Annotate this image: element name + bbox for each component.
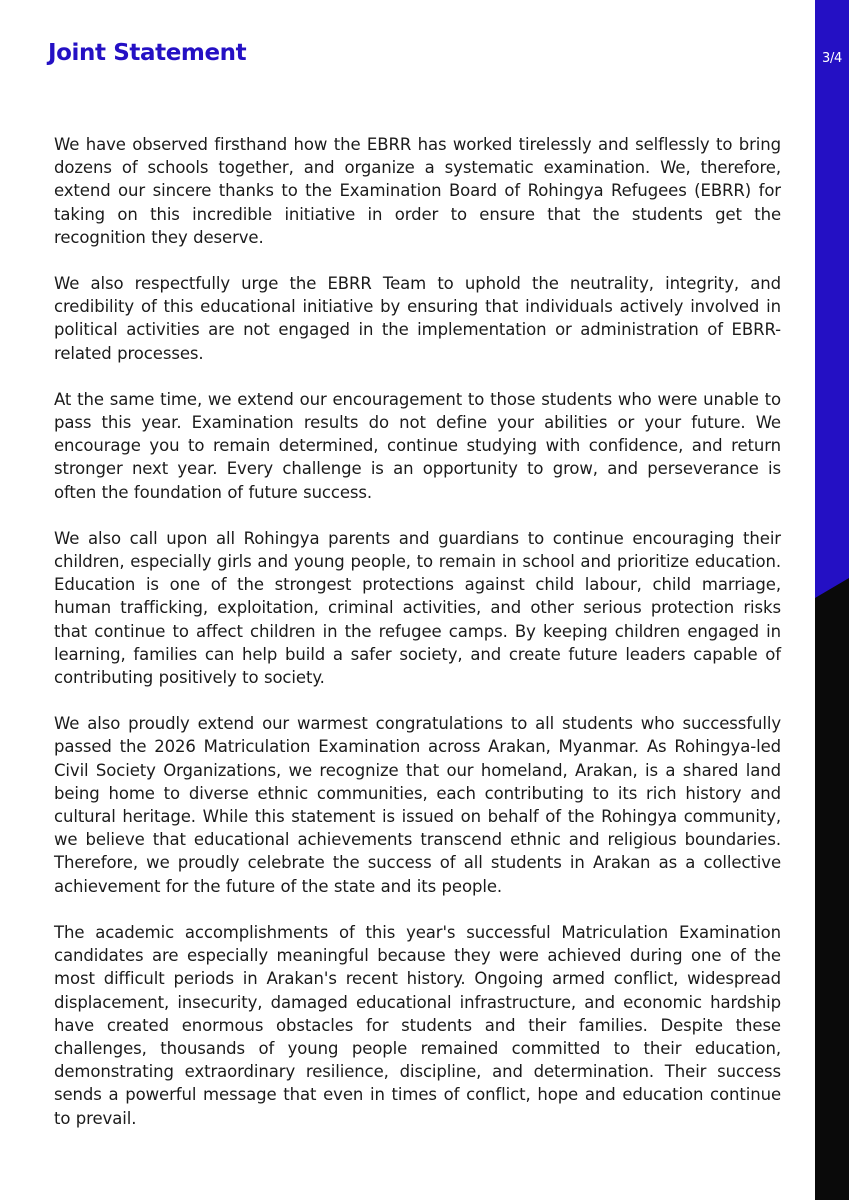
- page-number: 3/4: [821, 51, 843, 66]
- side-band-blue: [815, 0, 849, 598]
- side-color-band: [815, 0, 849, 1200]
- paragraph: At the same time, we extend our encouragement to those students who were unable to pass this year. Examination results do not define your abilities or your future. We encourage you to remain determined, continue studying with confidence, and return stronger next year. Every challenge is an opportunity to grow, and perseverance is often the foundation of future success.: [54, 389, 781, 502]
- paragraph: We have observed firsthand how the EBRR has worked tirelessly and selflessly to bring dozens of schools together, and organize a systematic examination. We, therefore, extend our sincere thanks to the Examination Board of Rohingya Refugees (EBRR) for taking on this incredible initiative in order to ensure that the students get the recognition they deserve.: [54, 135, 781, 247]
- side-band-graphic: [815, 0, 849, 1200]
- paragraph: We also call upon all Rohingya parents and guardians to continue encouraging their children, especially girls and young people, to remain in school and prioritize education. Education is one of the strongest protections against child labour, child marriage, human trafficking, exploitation, criminal activities, and other serious protection risks that continue to affect children in the refugee camps. By keeping children engaged in learning, families can help build a safer society, and create future leaders capable of contributing positively to society.: [54, 528, 781, 688]
- page-title: Joint Statement: [48, 40, 247, 66]
- statement-body: [54, 133, 781, 1153]
- paragraph: We also respectfully urge the EBRR Team to uphold the neutrality, integrity, and credibility of this educational initiative by ensuring that individuals actively involved in political activities are not engaged in the implementation or administration of EBRR-related processes.: [54, 274, 781, 363]
- paragraph: We also proudly extend our warmest congratulations to all students who successfully passed the 2026 Matriculation Examination across Arakan, Myanmar. As Rohingya-led Civil Society Organizations, we recognize that our homeland, Arakan, is a shared land being home to diverse ethnic communities, each contributing to its rich history and cultural heritage. While this statement is issued on behalf of the Rohingya community, we believe that educational achievements transcend ethnic and religious boundaries. Therefore, we proudly celebrate the success of all students in Arakan as a collective achievement for the future of the state and its people.: [54, 714, 781, 896]
- paragraph: The academic accomplishments of this year's successful Matriculation Examination candidates are especially meaningful because they were achieved during one of the most difficult periods in Arakan's recent history. Ongoing armed conflict, widespread displacement, insecurity, damaged educational infrastructure, and economic hardship have created enormous obstacles for students and their families. Despite these challenges, thousands of young people remained committed to their education, demonstrating extraordinary resilience, discipline, and determination. Their success sends a powerful message that even in times of conflict, hope and education continue to prevail.: [54, 922, 781, 1128]
